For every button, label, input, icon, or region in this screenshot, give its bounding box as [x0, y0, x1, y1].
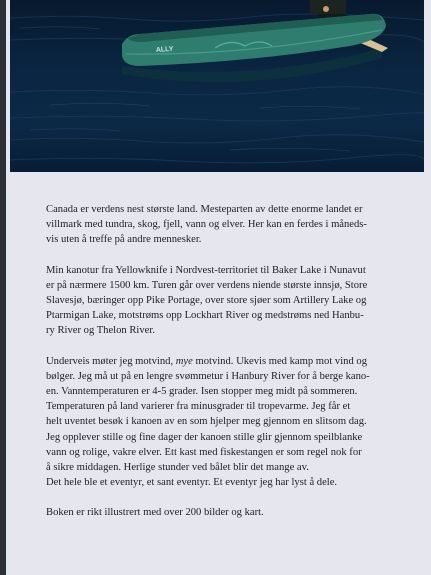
paragraph-4 — [46, 505, 406, 520]
text-line: er på nærmere 1500 km. Turen går over verdens niende største innsjø, Store — [46, 279, 368, 291]
text-line: å sikre middagen. Herlige stunder ved bålet blir det mange av. — [46, 462, 309, 474]
cover-photo-canoe-on-lake — [10, 0, 424, 172]
text-line: vann og rolige, vakre elver. Ett kast med fiskestangen er som regel nok for — [46, 446, 362, 458]
text-line: Jeg opplever stille og fine dager der kanoen stille glir gjennom speilblanke — [46, 431, 363, 443]
paragraph-2 — [46, 263, 406, 339]
canoe-illustration — [10, 0, 424, 172]
text-line: Min kanotur fra Yellowknife i Nordvest-territoriet til Baker Lake i Nunavut — [46, 264, 366, 276]
book-back-cover — [6, 0, 431, 575]
text-line: villmark med tundra, skog, fjell, vann og elver. Her kan en ferdes i måneds- — [46, 219, 367, 231]
text-line: bølger. Jeg må ut på en lengre svømmetur i Hanbury River for å berge kano- — [46, 370, 370, 382]
text-fragment: motvind. Ukevis med kamp mot vind og — [192, 355, 368, 367]
text-line: vis uten å treffe på andre mennesker. — [46, 234, 202, 246]
text-line: en. Vanntemperaturen er 4-5 grader. Isen stopper meg midt på sommeren. — [46, 386, 358, 398]
text-line: Ptarmigan Lake, motstrøms opp Lockhart River og medstrøms ned Hanbu- — [46, 310, 364, 322]
text-fragment: Underveis møter jeg motvind, — [46, 355, 176, 367]
text-line: helt uventet besøk i kanoen av en som hjelper meg gjennom en slitsom dag. — [46, 416, 367, 428]
text-line — [46, 354, 406, 369]
text-line: Canada er verdens nest største land. Mesteparten av dette enorme landet er — [46, 204, 363, 215]
paragraph-3 — [46, 354, 406, 491]
text-line: Det hele ble et eventyr, et sant eventyr. Et eventyr jeg har lyst å dele. — [46, 477, 338, 489]
text-line: ry River og Thelon River. — [46, 325, 155, 337]
paragraph-1 — [46, 202, 406, 248]
text-line: Boken er rikt illustrert med over 200 bilder og kart. — [46, 507, 264, 519]
blurb-text — [46, 202, 406, 536]
text-line: Temperaturen på land varierer fra minusgrader til tropevarme. Jeg får et — [46, 401, 351, 413]
text-line: Slavesjø, bæringer opp Pike Portage, over store sjøer som Artillery Lake og — [46, 295, 367, 307]
canoe-logo-text: ALLY — [155, 45, 174, 54]
emphasized-word: mye — [175, 355, 193, 367]
